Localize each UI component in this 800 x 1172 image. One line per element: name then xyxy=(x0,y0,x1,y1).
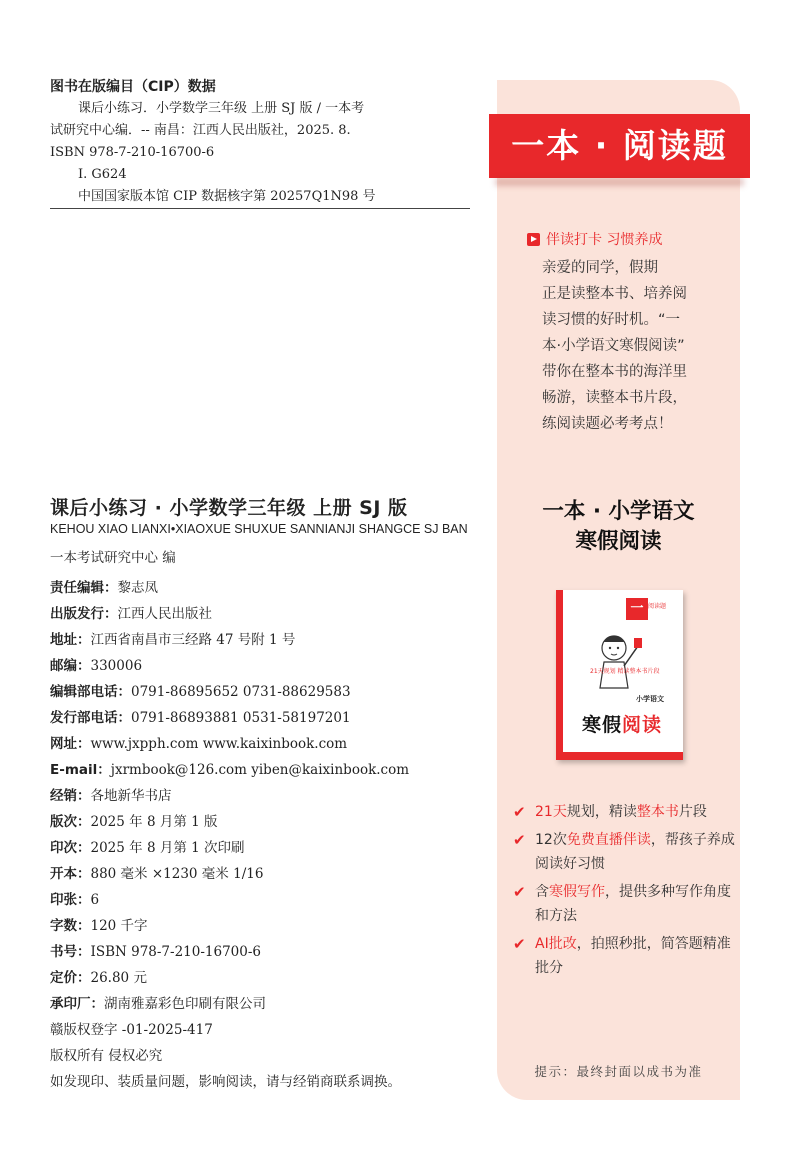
cover-child-illustration xyxy=(586,626,646,696)
cip-line: 试研究中心编．-- 南昌：江西人民出版社，2025. 8. xyxy=(50,123,351,138)
info-label: 承印厂： xyxy=(50,996,104,1012)
info-value: ISBN 978-7-210-16700-6 xyxy=(90,944,262,960)
info-label: 印次： xyxy=(50,840,91,856)
info-row xyxy=(50,601,480,627)
cover-title xyxy=(568,710,676,737)
info-row xyxy=(50,913,480,939)
feature-text: ，提供多种写作角度和方法 xyxy=(535,884,731,924)
info-label: 发行部电话： xyxy=(50,710,131,726)
feature-text: 片段 xyxy=(678,804,707,820)
cover-title-black: 寒假 xyxy=(581,714,622,736)
book-title: 课后小练习 · 小学数学三年级 上册 SJ 版 xyxy=(50,497,408,519)
info-label: 定价： xyxy=(50,970,91,986)
author-line: 一本考试研究中心 编 xyxy=(50,550,176,566)
cover-bottom-bar xyxy=(563,752,683,760)
cip-line: Ⅰ. G624 xyxy=(78,167,127,182)
info-label: E-mail： xyxy=(50,762,111,778)
info-value: 330006 xyxy=(90,658,143,674)
info-row xyxy=(50,679,480,705)
product-title-line: 一本 · 小学语文 xyxy=(542,499,695,524)
product-title xyxy=(497,497,740,557)
feature-list xyxy=(513,800,738,984)
info-value: 各地新华书店 xyxy=(90,788,172,804)
check-icon: ✔ xyxy=(513,803,526,821)
product-title-line: 寒假阅读 xyxy=(575,529,662,554)
info-value: 江西省南昌市三经路 47 号附 1 号 xyxy=(90,632,296,648)
info-label: 网址： xyxy=(50,736,91,752)
info-label: 字数： xyxy=(50,918,91,934)
info-label: 书号： xyxy=(50,944,91,960)
info-row xyxy=(50,965,480,991)
book-cover-image xyxy=(556,590,683,760)
info-row xyxy=(50,757,480,783)
info-label: 印张： xyxy=(50,892,91,908)
info-label: 邮编： xyxy=(50,658,91,674)
play-icon xyxy=(527,233,540,246)
info-row xyxy=(50,991,480,1017)
rights-line: 版权所有 侵权必究 xyxy=(50,1048,163,1064)
info-row xyxy=(50,809,480,835)
promo-line: 读习惯的好时机。“一 xyxy=(542,312,681,328)
info-label: 版次： xyxy=(50,814,91,830)
cover-tagline: 阅读题 xyxy=(648,603,667,610)
info-value: 0791-86895652 0731-88629583 xyxy=(131,684,351,700)
feature-text: ，拍照秒批，简答题精准批分 xyxy=(535,936,731,976)
info-value: 26.80 元 xyxy=(90,970,147,986)
info-value: 6 xyxy=(90,892,100,908)
info-label: 责任编辑： xyxy=(50,580,118,596)
feature-highlight: AI批改 xyxy=(535,936,577,952)
info-label: 经销： xyxy=(50,788,91,804)
promo-line: 正是读整本书、培养阅 xyxy=(542,286,687,302)
cover-badge: 21天规划 精读整本书片段 xyxy=(590,668,660,675)
info-value: 湖南雅嘉彩色印刷有限公司 xyxy=(104,996,266,1012)
info-value: 2025 年 8 月第 1 版 xyxy=(90,814,218,830)
notice-line: 如发现印、装质量问题，影响阅读，请与经销商联系调换。 xyxy=(50,1074,401,1090)
info-value: 0791-86893881 0531-58197201 xyxy=(131,710,351,726)
cover-title-red: 阅读 xyxy=(622,714,663,736)
info-label: 出版发行： xyxy=(50,606,118,622)
promo-line: 带你在整本书的海洋里 xyxy=(542,364,687,380)
info-row xyxy=(50,861,480,887)
publication-info xyxy=(50,575,480,1095)
promo-line: 畅游，读整本书片段， xyxy=(542,390,687,406)
info-row xyxy=(50,939,480,965)
info-value: 黎志凤 xyxy=(117,580,158,596)
info-row xyxy=(50,835,480,861)
info-label: 地址： xyxy=(50,632,91,648)
cip-line: ISBN 978-7-210-16700-6 xyxy=(50,145,215,160)
cover-subject: 小学语文 xyxy=(636,695,664,703)
promo-heading-text: 伴读打卡 习惯养成 xyxy=(546,232,663,248)
cip-block xyxy=(50,76,480,208)
info-value: jxrmbook@126.com yiben@kaixinbook.com xyxy=(110,762,410,778)
info-value: 120 千字 xyxy=(90,918,148,934)
info-row xyxy=(50,705,480,731)
feature-text: 规划，精读 xyxy=(566,804,637,820)
promo-line: 练阅读题必考考点！ xyxy=(542,416,673,432)
check-icon: ✔ xyxy=(513,935,526,953)
info-row xyxy=(50,627,480,653)
divider xyxy=(50,208,470,209)
info-row xyxy=(50,575,480,601)
cip-line: 课后小练习．小学数学三年级 上册 SJ 版 / 一本考 xyxy=(78,101,365,116)
feature-highlight: 整本书 xyxy=(636,804,679,820)
info-row xyxy=(50,887,480,913)
feature-item xyxy=(513,880,738,928)
cover-logo: 一本 xyxy=(626,598,648,620)
feature-text: 12次 xyxy=(535,832,567,848)
check-icon: ✔ xyxy=(513,831,526,849)
info-value: 880 毫米 ×1230 毫米 1/16 xyxy=(90,866,264,882)
info-row xyxy=(50,783,480,809)
cover-spine xyxy=(556,590,563,760)
feature-item xyxy=(513,828,738,876)
info-value: 2025 年 8 月第 1 次印刷 xyxy=(90,840,245,856)
feature-highlight: 免费直播伴读 xyxy=(566,832,651,848)
register-line: 赣版权登字 -01-2025-417 xyxy=(50,1022,213,1038)
info-value: www.jxpph.com www.kaixinbook.com xyxy=(90,736,348,752)
promo-text xyxy=(542,255,732,437)
check-icon: ✔ xyxy=(513,883,526,901)
feature-highlight: 寒假写作 xyxy=(549,884,605,900)
promo-heading xyxy=(527,229,662,249)
info-row xyxy=(50,731,480,757)
info-label: 编辑部电话： xyxy=(50,684,131,700)
info-row xyxy=(50,653,480,679)
cover-note: 提示：最终封面以成书为准 xyxy=(534,1064,703,1079)
cip-line: 中国国家版本馆 CIP 数据核字第 20257Q1N98 号 xyxy=(78,189,376,204)
feature-highlight: 21天 xyxy=(535,804,567,820)
info-label: 开本： xyxy=(50,866,91,882)
feature-item xyxy=(513,932,738,980)
feature-text: 含 xyxy=(535,884,549,900)
feature-text: ，帮孩子养成阅读好习惯 xyxy=(535,832,735,872)
book-pinyin: KEHOU XIAO LIANXI•XIAOXUE SHUXUE SANNIANJI SHANGCE SJ BAN xyxy=(50,522,468,536)
feature-item xyxy=(513,800,738,824)
cip-heading: 图书在版编目（CIP）数据 xyxy=(50,79,216,95)
info-value: 江西人民出版社 xyxy=(117,606,212,622)
promo-line: 本·小学语文寒假阅读” xyxy=(542,338,685,354)
promo-banner: 一本 · 阅读题 xyxy=(489,114,750,178)
promo-line: 亲爱的同学，假期 xyxy=(542,260,658,276)
